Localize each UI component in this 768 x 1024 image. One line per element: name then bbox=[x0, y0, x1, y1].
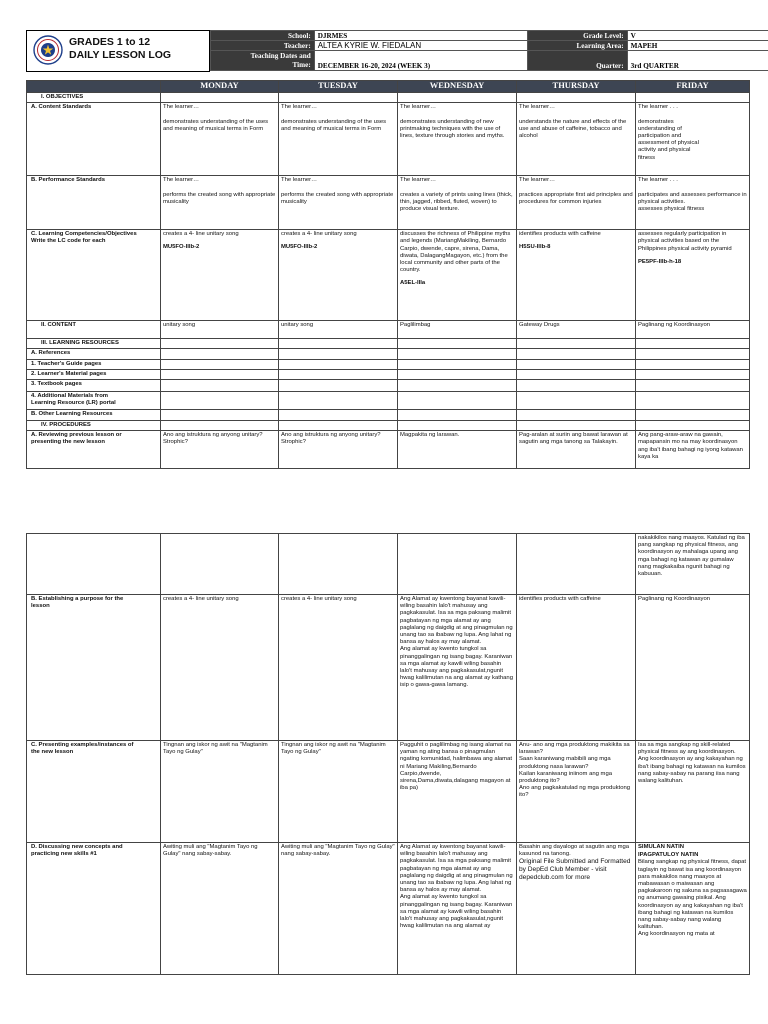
content-standards-label: A. Content Standards bbox=[27, 103, 161, 176]
examples-wednesday: Pagguhit o paglilimbag ng isang alamat na yaman ng ating bansa o pinagmulan ngating komunidad, halimbawa ang alamat ni Mariang Makiling,Bernardo Carpio,dwende, sirena,Dama,diwata,dalagang magayon at iba pa) bbox=[398, 741, 517, 843]
quarter-label: Quarter: bbox=[528, 51, 628, 71]
examples-thursday: Anu- ano ang mga produktong makikita sa larawan? Saan karaniwang mabibili ang mga produktong nasa larawan? Kailan karaniwang iniinom ang mga produktong ito? Ano ang pagkakatulad ng mga produktong ito? bbox=[517, 741, 636, 843]
day-header-friday: FRIDAY bbox=[636, 81, 750, 93]
discussing-thursday-text: Basahin ang dayalogo at sagutin ang mga kasunod na tanong. bbox=[519, 844, 630, 858]
references-label: A. References bbox=[27, 349, 161, 359]
competencies-tuesday bbox=[279, 230, 398, 321]
content-monday: unitary song bbox=[161, 321, 279, 339]
content-friday: Paglinang ng Koordinasyon bbox=[636, 321, 750, 339]
competencies-monday bbox=[161, 230, 279, 321]
purpose-row bbox=[27, 595, 750, 741]
content-label: II. CONTENT bbox=[27, 321, 161, 339]
blank-header bbox=[27, 81, 161, 93]
title-line-2: DAILY LESSON LOG bbox=[69, 49, 172, 61]
objectives-label: I. OBJECTIVES bbox=[27, 93, 161, 103]
examples-row bbox=[27, 741, 750, 843]
competencies-label: C. Learning Competencies/Objectives Write the LC code for each bbox=[27, 230, 161, 321]
review-wednesday: Magpakita ng larawan. bbox=[398, 431, 517, 469]
depedclub-note: Original File Submitted and Formatted by DepEd Club Member - visit depedclub.com for more bbox=[519, 858, 631, 882]
competencies-row bbox=[27, 230, 750, 321]
purpose-friday: Paglinang ng Koordinasyon bbox=[636, 595, 750, 741]
simulan-natin-heading: SIMULAN NATIN bbox=[638, 844, 685, 850]
discussing-friday-text: Bilang sangkap ng physical fitness, dapat taglayin ng bawat isa ang koordinasyon para makakilos nang maayos at mabawasan o maiwasan ang pagkakaroon ng sakuna sa pagsasagawa ng anumang gawaing pisikal. Ang koordinasyon ay ang kakayahan ng iba't ibang bahagi ng katawan na kumilos nang sabay-sabay nang walang kalituhan. Ang koordinasyon ng mata at bbox=[638, 859, 747, 938]
additional-materials-label: 4. Additional Materials from Learning Resource (LR) portal bbox=[27, 392, 161, 410]
day-header-thursday: THURSDAY bbox=[517, 81, 636, 93]
area-label: Learning Area: bbox=[528, 41, 628, 51]
textbook-label: 3. Textbook pages bbox=[27, 380, 161, 392]
ipagpatuloy-natin-heading: IPAGPATULOY NATIN bbox=[638, 852, 699, 859]
competency-text: creates a 4- line unitary song bbox=[281, 231, 357, 238]
review-friday-continued: nakakikilos nang maayos. Katulad ng iba pang sangkap ng physical fitness, ang koordinasyon ay mahalaga upang ang mga bahagi ng katawan ay gumalaw nang magkakaiba ngunit bahagi ng kabuuan. bbox=[636, 534, 750, 595]
purpose-thursday: identifies products with caffeine bbox=[517, 595, 636, 741]
performance-standards-monday: The learner… performs the created song with appropriate musicality bbox=[161, 176, 279, 230]
content-standards-friday: The learner . . . demonstrates understanding of participation and assessment of physical activity and physical fitness bbox=[636, 103, 750, 176]
performance-standards-wednesday: The learner… creates a variety of prints using lines (thick, thin, jagged, ribbed, fluted, woven) to produce visual texture. bbox=[398, 176, 517, 230]
header-info-left bbox=[210, 30, 528, 71]
content-row bbox=[27, 321, 750, 339]
examples-label: C. Presenting examples/instances of the new lesson bbox=[27, 741, 161, 843]
teacher-label: Teacher: bbox=[211, 41, 315, 51]
objectives-row bbox=[27, 93, 750, 103]
references-row bbox=[27, 349, 750, 359]
competencies-thursday bbox=[517, 230, 636, 321]
discussing-wednesday: Ang Alamat ay kwentong bayanat kawili- wiling basahin lalo't mahusay ang pagkakasulat. Isa sa mga paksang malimit pagbatayan ng mga alamat ay ang paglalang ng daigdig at ang pinagmulan ng unang tao sa ibabaw ng lupa. Ang lahat ng bansa ay halos ay may alamat. Ang alamat ay kwento tungkol sa pinanggalingan ng isang bagay. Karaniwan sa mga alamat ay kawili wiling basahin lalo't mahusay ang pagkakasulat,ngunit hwag kalilimutan na ang alamat ay bbox=[398, 843, 517, 975]
performance-standards-thursday: The learner… practices appropriate first aid principles and procedures for common injuries bbox=[517, 176, 636, 230]
competencies-friday bbox=[636, 230, 750, 321]
purpose-label: B. Establishing a purpose for the lesson bbox=[27, 595, 161, 741]
content-standards-tuesday: The learner… demonstrates understanding of the uses and meaning of musical terms in Form bbox=[279, 103, 398, 176]
dates-label bbox=[211, 51, 315, 71]
textbook-row bbox=[27, 380, 750, 392]
resources-row bbox=[27, 339, 750, 349]
competency-text: creates a 4- line unitary song bbox=[163, 231, 239, 238]
review-tuesday: Ano ang istruktura ng anyong unitary? Strophic? bbox=[279, 431, 398, 469]
dates-value: DECEMBER 16-20, 2024 (WEEK 3) bbox=[314, 51, 527, 71]
content-tuesday: unitary song bbox=[279, 321, 398, 339]
competency-code: MU5FO-IIIb-2 bbox=[281, 244, 318, 251]
competency-code: A5EL-IIIa bbox=[400, 280, 426, 287]
discussing-row bbox=[27, 843, 750, 975]
discussing-tuesday: Awiting muli ang "Magtanim Tayo ng Gulay" nang sabay-sabay. bbox=[279, 843, 398, 975]
performance-standards-label: B. Performance Standards bbox=[27, 176, 161, 230]
day-header-row bbox=[27, 81, 750, 93]
examples-tuesday: Tingnan ang iskor ng awit na "Magtanim Tayo ng Gulay" bbox=[279, 741, 398, 843]
content-wednesday: Paglilimbag bbox=[398, 321, 517, 339]
school-value: DJRMES bbox=[314, 31, 527, 41]
review-friday: Ang pang-araw-araw na gawain, mapapansin mo na may koordinasyon ang iba't ibang bahagi ng iyong katawan kaya ka bbox=[636, 431, 750, 469]
header-info-right bbox=[527, 30, 768, 71]
additional-materials-row bbox=[27, 392, 750, 410]
competency-code: H5SU-IIIb-8 bbox=[519, 244, 551, 251]
lm-pages-label: 2. Learner's Material pages bbox=[27, 369, 161, 379]
quarter-value: 3rd QUARTER bbox=[627, 51, 768, 71]
purpose-monday: creates a 4- line unitary song bbox=[161, 595, 279, 741]
grade-value: V bbox=[627, 31, 768, 41]
school-label: School: bbox=[211, 31, 315, 41]
review-row bbox=[27, 431, 750, 469]
examples-friday: Isa sa mga sangkap ng skill-related physical fitness ay ang koordinasyon. Ang koordinasyon ay ang kakayahan ng iba't ibang bahagi ng katawan na kumilos nang sabay-sabay na parang iisa nang walang kalituhan. bbox=[636, 741, 750, 843]
discussing-thursday bbox=[517, 843, 636, 975]
discussing-label: D. Discussing new concepts and practicing new skills #1 bbox=[27, 843, 161, 975]
competencies-wednesday bbox=[398, 230, 517, 321]
procedures-label: IV. PROCEDURES bbox=[27, 421, 161, 431]
resources-label: III. LEARNING RESOURCES bbox=[27, 339, 161, 349]
review-label: A. Reviewing previous lesson or presenting the new lesson bbox=[27, 431, 161, 469]
competency-code: MU5FO-IIIb-2 bbox=[163, 244, 200, 251]
lesson-log-table-continued bbox=[26, 533, 750, 975]
dates-label-line-1: Teaching Dates and bbox=[250, 51, 311, 60]
discussing-monday: Awiting muli ang "Magtanim Tayo ng Gulay" nang sabay-sabay. bbox=[161, 843, 279, 975]
dates-label-line-2: Time: bbox=[292, 60, 311, 69]
review-monday: Ano ang istruktura ng anyong unitary? Strophic? bbox=[161, 431, 279, 469]
discussing-friday bbox=[636, 843, 750, 975]
title-line-1: GRADES 1 to 12 bbox=[69, 36, 151, 48]
content-standards-row bbox=[27, 103, 750, 176]
day-header-monday: MONDAY bbox=[161, 81, 279, 93]
competency-text: discusses the richness of Philippine myths and legends (MariangMakiling, Bernardo Carpio, dwende, capre, sirena, Dama, diwata, DalagangMagayon, etc.) from the local community and other parts of the country. bbox=[400, 231, 511, 274]
day-header-wednesday: WEDNESDAY bbox=[398, 81, 517, 93]
performance-standards-friday: The learner . . . participates and assesses performance in physical activities. assesses physical fitness bbox=[636, 176, 750, 230]
examples-monday: Tingnan ang iskor ng awit na "Magtanim Tayo ng Gulay" bbox=[161, 741, 279, 843]
review-continued-row bbox=[27, 534, 750, 595]
tg-pages-label: 1. Teacher's Guide pages bbox=[27, 359, 161, 369]
review-thursday: Pag-aralan at suriin ang bawat larawan at sagutin ang mga tanong sa Talakayin. bbox=[517, 431, 636, 469]
content-standards-thursday: The learner… understands the nature and effects of the use and abuse of caffeine, tobacco and alcohol bbox=[517, 103, 636, 176]
lesson-log-table bbox=[26, 80, 750, 469]
competency-text: assesses regularly participation in physical activities based on the Philippines physical activity pyramid bbox=[638, 231, 732, 252]
purpose-wednesday: Ang Alamat ay kwentong bayanat kawili- wiling basahin lalo't mahusay ang pagkakasulat. Isa sa mga paksang malimit pagbatayan ng mga alamat ay ang paglalang ng daigdig at ang pinagmulan ng unang tao sa ibabaw ng lupa. Ang lahat ng bansa ay halos ay may alamat. Ang alamat ay kwento tungkol sa pinanggalingan ng isang bagay. Karaniwan sa mga alamat ay kawili wiling basahin lalo't mahusay ang pagkakasulat,ngunit hwag kalilimutan na ang alamat ay kathang isip o gawa-gawa lamang. bbox=[398, 595, 517, 741]
performance-standards-row bbox=[27, 176, 750, 230]
area-value: MAPEH bbox=[627, 41, 768, 51]
procedures-row bbox=[27, 421, 750, 431]
grade-label: Grade Level: bbox=[528, 31, 628, 41]
title-block bbox=[26, 30, 210, 72]
content-standards-wednesday: The learner… demonstrates understanding of new printmaking techniques with the use of lines, texture through stories and myths. bbox=[398, 103, 517, 176]
tg-pages-row bbox=[27, 359, 750, 369]
content-thursday: Gateway Drugs bbox=[517, 321, 636, 339]
competency-text: identifies products with caffeine bbox=[519, 231, 601, 238]
deped-seal-icon bbox=[33, 35, 63, 65]
competency-code: PE5PF-IIIb-h-18 bbox=[638, 258, 682, 265]
lm-pages-row bbox=[27, 369, 750, 379]
teacher-value: ALTEA KYRIE W. FIEDALAN bbox=[314, 41, 527, 51]
other-resources-label: B. Other Learning Resources bbox=[27, 410, 161, 421]
purpose-tuesday: creates a 4- line unitary song bbox=[279, 595, 398, 741]
other-resources-row bbox=[27, 410, 750, 421]
content-standards-monday: The learner… demonstrates understanding of the uses and meaning of musical terms in Form bbox=[161, 103, 279, 176]
document-title bbox=[69, 36, 171, 62]
performance-standards-tuesday: The learner… performs the created song with appropriate musicality bbox=[279, 176, 398, 230]
day-header-tuesday: TUESDAY bbox=[279, 81, 398, 93]
